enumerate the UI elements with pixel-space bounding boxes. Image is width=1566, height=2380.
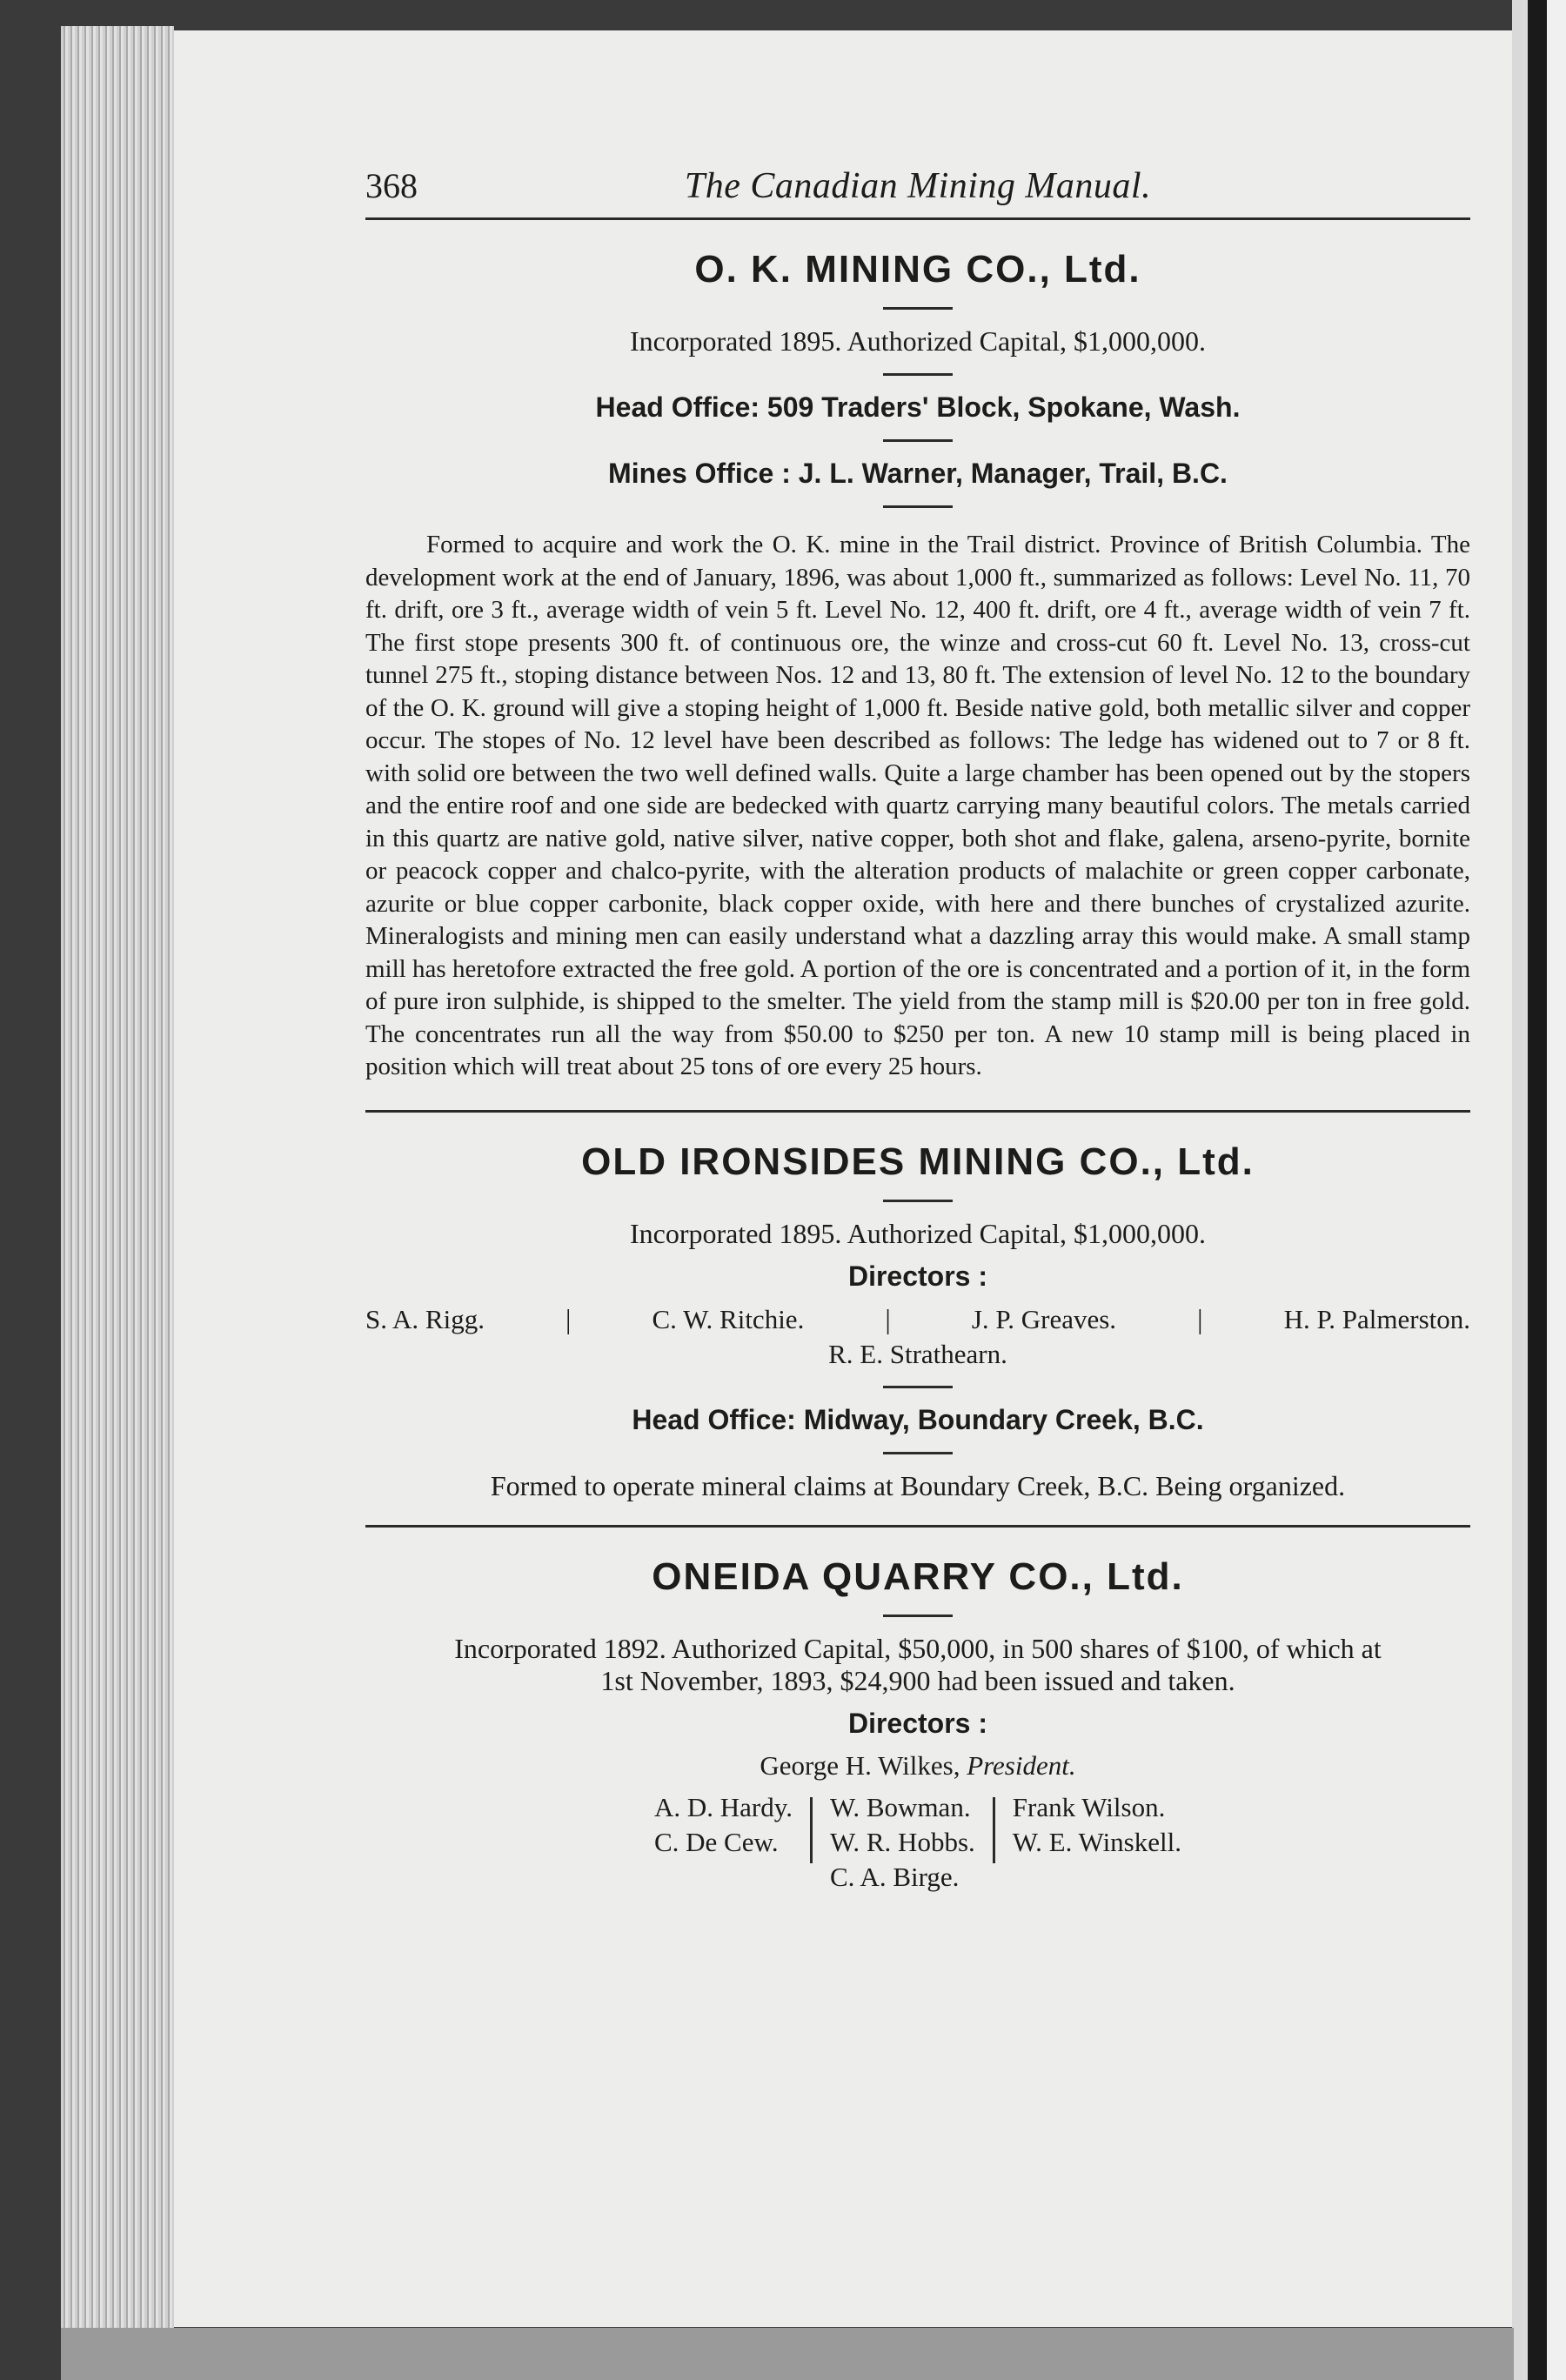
separator-dash [883,307,953,310]
director-name: C. W. Ritchie. [652,1303,805,1334]
director-name: A. D. Hardy. [653,1791,793,1822]
directors-heading: Directors : [847,1260,988,1292]
director-name: W. Bowman. [829,1791,971,1822]
old-ironsides-entry [365,1140,1470,1502]
page-number: 368 [365,166,418,205]
director-name: J. P. Greaves. [971,1303,1117,1334]
directors-columns [365,1790,1470,1895]
running-head [365,148,1470,217]
scan-bottom-margin [61,2328,1514,2380]
running-title: The Canadian Mining Manual. [684,166,1152,206]
separator-dash [883,1200,953,1202]
director-name: W. R. Hobbs. [829,1826,975,1857]
head-office: Head Office: Midway, Boundary Creek, B.C. [632,1403,1204,1435]
separator-dash [883,439,953,442]
incorporation-line: Incorporated 1895. Authorized Capital, $1,000,000. [629,1217,1207,1249]
incorporation-line-continued: 1st November, 1893, $24,900 had been issued and taken. [600,1664,1235,1696]
directors-column [813,1790,993,1895]
director-name: Frank Wilson. [1012,1791,1166,1822]
ok-mining-entry [365,248,1470,1084]
director-name: W. E. Winskell. [1012,1826,1181,1857]
incorporation-line: Incorporated 1892. Authorized Capital, $50,000, in 500 shares of $100, of which at [454,1632,1382,1664]
separator-dash [883,1386,953,1388]
column-divider: | [1197,1302,1203,1334]
director-name: C. A. Birge. [829,1861,960,1892]
directors-list [365,1303,1470,1335]
column-divider: | [885,1302,891,1334]
directors-heading: Directors : [847,1707,988,1739]
director-name: S. A. Rigg. [365,1303,485,1334]
incorporation-line: Incorporated 1895. Authorized Capital, $1,000,000. [629,325,1207,357]
company-description: Formed to acquire and work the O. K. mine in the Trail district. Province of British Columbia. The development work at the end of January, 1896, was about 1,000 ft., summarized as follows: Level No. 11, 70 ft. drift, ore 3 ft., average width of vein 5 ft. Level No. 12, 400 ft. drift, ore 4 ft., average width of vein 7 ft. The first stope presents 300 ft. of continuous ore, the winze and cross-cut 60 ft. Level No. 13, cross-cut tunnel 275 ft., stoping distance between Nos. 12 and 13, 80 ft. The extension of level No. 12 to the boundary of the O. K. ground will give a stoping height of 1,000 ft. Beside native gold, both metallic silver and copper occur. The stopes of No. 12 level have been described as follows: The ledge has widened out to 7 or 8 ft. with solid ore between the two well defined walls. Quite a large chamber has been opened out by the stopers and the entire roof and one side are bedecked with quartz carrying many beautiful colors. The metals carried in this quartz are native gold, native silver, native copper, both shot and flake, galena, arseno-pyrite, bornite or peacock copper and chalco-pyrite, with the alteration products of malachite or green copper carbonate, azurite or blue copper carbonite, black copper oxide, with here and there bunches of crystalized azurite. Mineralogists and mining men can easily understand what a dazzling array this would make. A small stamp mill has heretofore extracted the free gold. A portion of the ore is concentrated and a portion of it, in the form of pure iron sulphide, is shipped to the smelter. The yield from the stamp mill is $20.00 per ton in free gold. The concentrates run all the way from $50.00 to $250 per ton. A new 10 stamp mill is being placed in position which will treat about 25 tons of ore every 25 hours. [365,531,1470,1080]
oneida-entry [365,1555,1470,1895]
separator-dash [883,373,953,376]
mines-office: Mines Office : J. L. Warner, Manager, Trail, B.C. [608,458,1228,489]
president-title: President. [967,1749,1076,1781]
company-name: ONEIDA QUARRY CO., Ltd. [652,1554,1184,1598]
separator-dash [883,505,953,508]
section-rule [365,1110,1470,1113]
header-rule [365,217,1470,220]
binding-shadow [1512,0,1566,2380]
separator-dash [883,1615,953,1617]
directors-column [995,1790,1199,1895]
column-divider: | [566,1302,572,1334]
president-name: George H. Wilkes, [760,1749,960,1781]
company-name: OLD IRONSIDES MINING CO., Ltd. [581,1140,1255,1183]
director-name: C. De Cew. [653,1826,779,1857]
company-name: O. K. MINING CO., Ltd. [694,248,1141,291]
page-content [365,148,1470,1895]
president-line [365,1750,1470,1782]
director-name: H. P. Palmerston. [1283,1303,1470,1334]
directors-column [637,1790,810,1895]
company-description: Formed to operate mineral claims at Boundary Creek, B.C. Being organized. [490,1469,1346,1501]
book-page-edges [61,26,174,2366]
director-name: R. E. Strathearn. [828,1338,1007,1369]
separator-dash [883,1452,953,1454]
section-rule [365,1525,1470,1528]
head-office: Head Office: 509 Traders' Block, Spokane, Wash. [595,391,1241,423]
